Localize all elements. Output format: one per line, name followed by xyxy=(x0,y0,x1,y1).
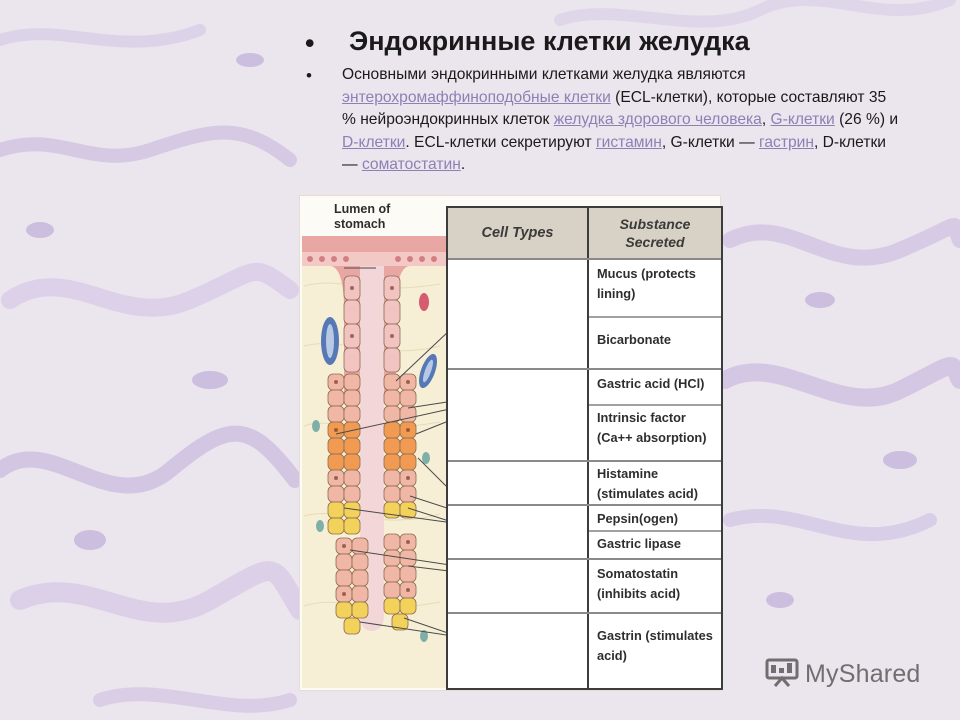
column-divider xyxy=(587,258,589,688)
slide-title: Эндокринные клетки желудка xyxy=(349,26,750,56)
cell-histamine: Histamine (stimulates acid) xyxy=(597,466,698,501)
link-somatostatin[interactable]: соматостатин xyxy=(361,156,461,173)
cell-pepsinogen: Pepsin(ogen) xyxy=(597,511,679,526)
title-bullet: • xyxy=(305,28,315,58)
header-cell-types: Cell Types xyxy=(448,208,589,258)
cell-gastric-lipase: Gastric lipase xyxy=(597,536,681,551)
paragraph-text: . xyxy=(460,156,466,173)
row-divider xyxy=(448,258,721,260)
link-healthy-stomach[interactable]: желудка здорового человека xyxy=(553,111,762,128)
link-gastrin[interactable]: гастрин xyxy=(759,133,814,151)
cell-mucus: Mucus (protects lining) xyxy=(597,266,696,301)
link-ecl-cells[interactable]: энтерохромаффиноподобные клетки xyxy=(342,88,611,106)
row-divider xyxy=(448,558,721,560)
watermark-text: MyShared xyxy=(805,660,921,688)
cell-bicarbonate: Bicarbonate xyxy=(597,332,671,347)
paragraph-text: . ECL-клетки секретируют xyxy=(405,133,596,151)
row-divider xyxy=(448,612,721,614)
row-divider xyxy=(448,504,721,506)
header-substance-secreted: Substance Secreted xyxy=(589,208,721,258)
cell-gastrin: Gastrin (stimulates acid) xyxy=(597,628,713,663)
slide-title-row xyxy=(305,26,945,62)
link-d-cells[interactable]: D-клетки xyxy=(342,133,406,151)
slide-paragraph xyxy=(342,64,902,177)
row-divider xyxy=(589,530,721,532)
paragraph-text: (26 %) и xyxy=(834,111,899,128)
cell-somatostatin: Somatostatin (inhibits acid) xyxy=(597,566,681,601)
row-divider xyxy=(589,316,721,318)
row-divider xyxy=(589,404,721,406)
cell-gastric-acid: Gastric acid (HCl) xyxy=(597,376,705,391)
link-g-cells[interactable]: G-клетки xyxy=(770,111,835,128)
paragraph-text: , xyxy=(761,111,771,128)
paragraph-text: (ECL-клетки), которые составляют 35 % нейроэндокринных клеток xyxy=(342,88,887,128)
presentation-screen-icon xyxy=(765,656,799,690)
row-divider xyxy=(448,460,721,462)
lumen-label: Lumen of stomach xyxy=(334,202,391,231)
paragraph-text: , G-клетки — xyxy=(661,133,759,151)
link-histamine[interactable]: гистамин xyxy=(595,133,662,151)
row-divider xyxy=(448,368,721,370)
paragraph-text: , D-клетки — xyxy=(342,133,886,173)
paragraph-text: Основными эндокринными клетками желудка являются xyxy=(342,66,746,83)
cell-secretion-table xyxy=(446,206,723,690)
cell-intrinsic-factor: Intrinsic factor (Ca++ absorption) xyxy=(597,410,707,445)
paragraph-bullet: • xyxy=(306,66,312,85)
